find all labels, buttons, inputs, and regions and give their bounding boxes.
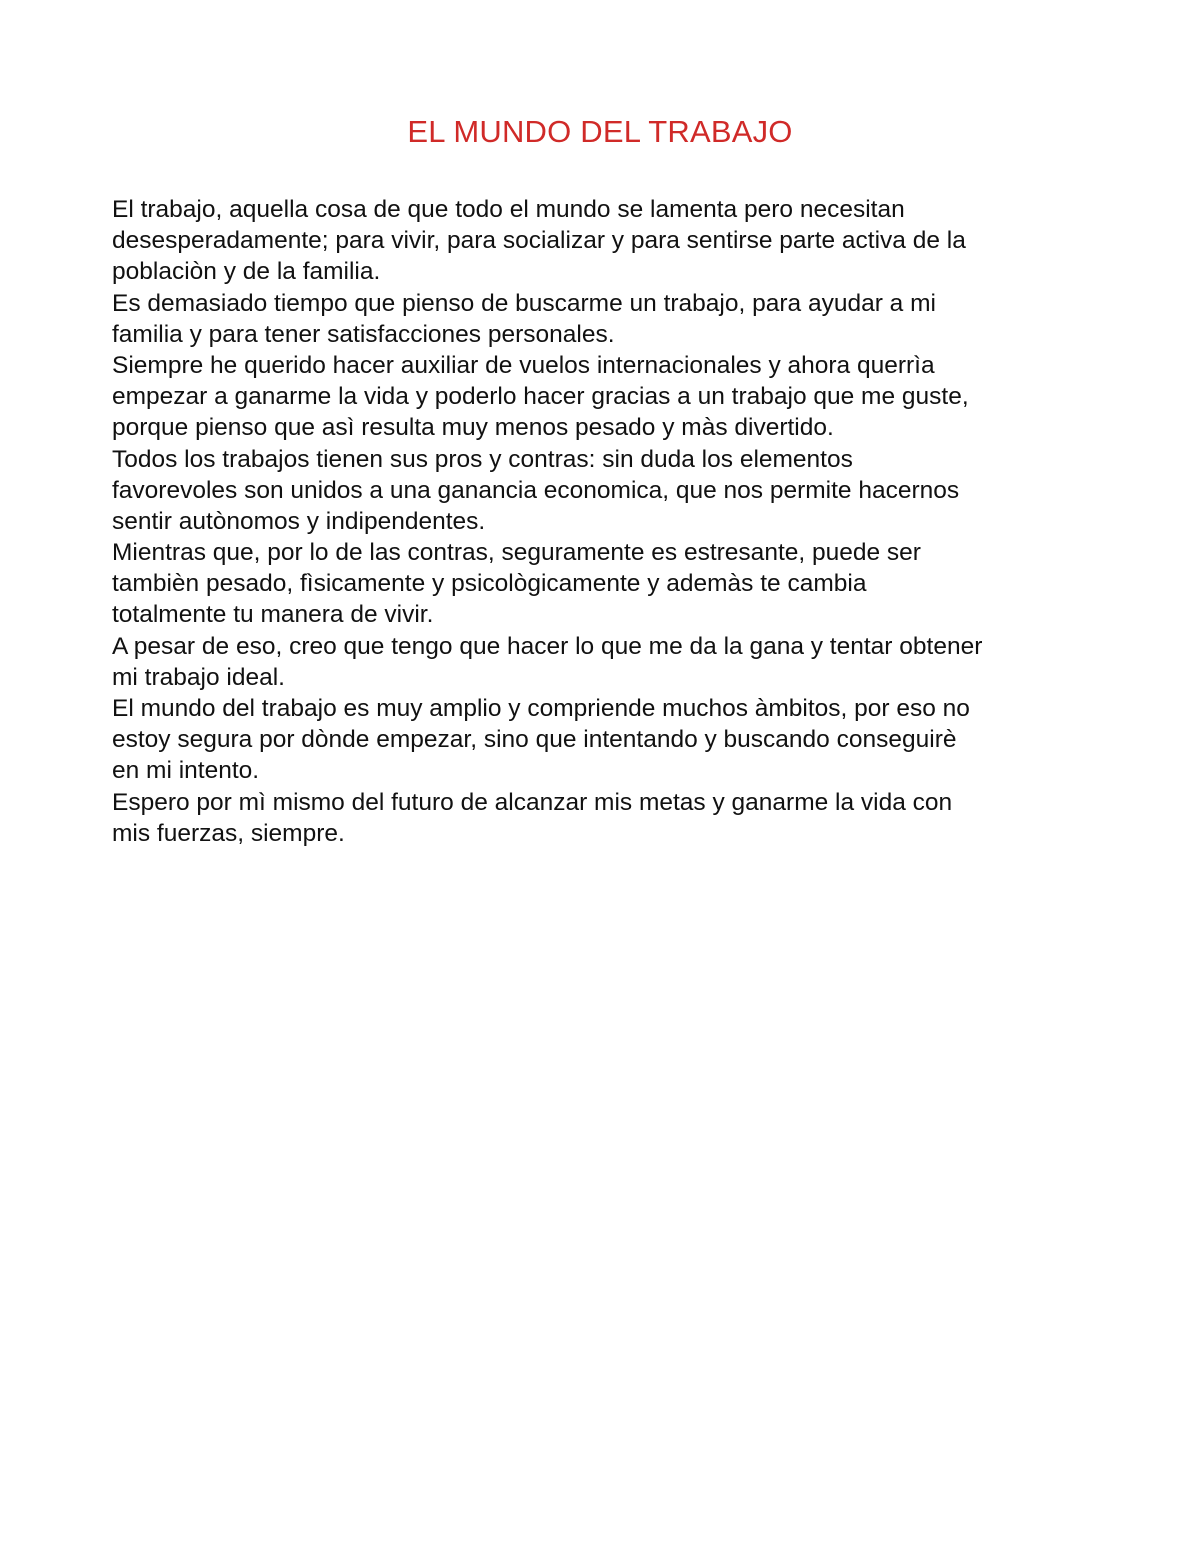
body-line: sentir autònomos y indipendentes. [112,507,486,535]
body-line: mi trabajo ideal. [112,663,285,691]
body-line: El mundo del trabajo es muy amplio y compriende muchos àmbitos, por eso no [112,695,970,722]
body-line: poblaciòn y de la familia. [112,258,381,286]
body-line: en mi intento. [112,757,260,785]
body-line: desesperadamente; para vivir, para socializar y para sentirse parte activa de la [112,227,966,255]
body-line: estoy segura por dònde empezar, sino que intentando y buscando conseguirè [112,726,957,754]
body-line: A pesar de eso, creo que tengo que hacer lo que me da la gana y tentar obtener [112,632,983,660]
body-line: familia y para tener satisfacciones personales. [112,320,615,348]
body-line: Es demasiado tiempo que pienso de buscarme un trabajo, para ayudar a mi [112,289,936,317]
document-body [112,194,1112,849]
body-line: tambièn pesado, fìsicamente y psicològicamente y ademàs te cambia [112,570,867,598]
body-line: Siempre he querido hacer auxiliar de vuelos internacionales y ahora querrìa [112,351,935,379]
body-line: Espero por mì mismo del futuro de alcanzar mis metas y ganarme la vida con [112,788,953,816]
body-line: El trabajo, aquella cosa de que todo el mundo se lamenta pero necesitan [112,196,905,223]
body-line: porque pienso que asì resulta muy menos pesado y màs divertido. [112,414,834,442]
body-line: favorevoles son unidos a una ganancia economica, que nos permite hacernos [112,476,960,504]
body-line: totalmente tu manera de vivir. [112,601,434,629]
body-line: Todos los trabajos tienen sus pros y contras: sin duda los elementos [112,445,853,473]
body-line: Mientras que, por lo de las contras, seguramente es estresante, puede ser [112,539,921,567]
body-line: empezar a ganarme la vida y poderlo hacer gracias a un trabajo que me guste, [112,383,969,411]
document-title: EL MUNDO DEL TRABAJO [407,114,793,149]
body-line: mis fuerzas, siempre. [112,819,345,847]
